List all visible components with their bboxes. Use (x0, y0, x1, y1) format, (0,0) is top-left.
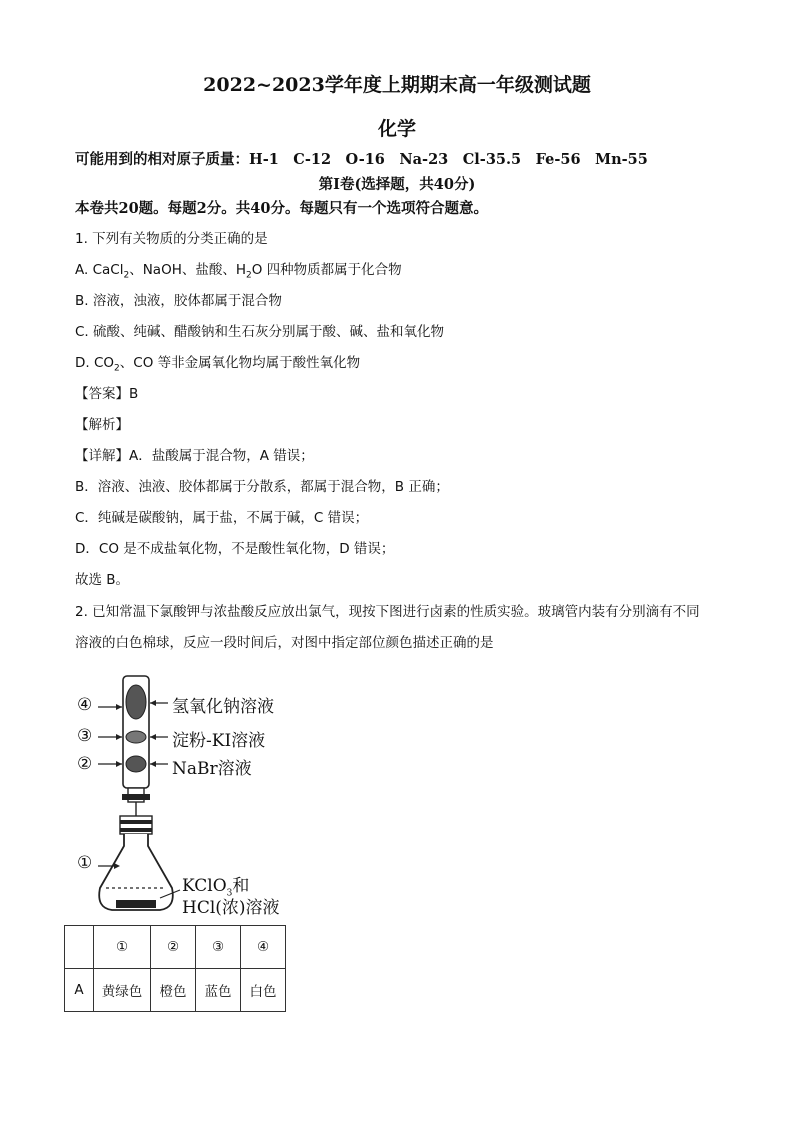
cotton-ball-4 (126, 685, 146, 719)
q1-option-b: B. 溶液，浊液，胶体都属于混合物 (75, 293, 282, 309)
q1-option-a-sub2: 2 (246, 270, 252, 281)
instructions: 本卷共20题。每题2分。共40分。每题只有一个选项符合题意。 (75, 200, 488, 217)
atomic-mass-line: 可能用到的相对原子质量：H-1 C-12 O-16 Na-23 Cl-35.5 Fe-56 Mn-55 (75, 151, 648, 168)
q1-option-a-sub1: 2 (123, 270, 130, 281)
conical-flask (99, 834, 173, 910)
exam-subject: 化学 (377, 118, 416, 140)
flask-reagent (116, 900, 156, 908)
arrowhead-2-right (150, 761, 156, 767)
cotton-ball-3 (126, 731, 146, 743)
flask-label-1-post: 和 (232, 876, 250, 896)
flask-label-1-sub: 3 (226, 888, 233, 899)
section-title: 第Ⅰ卷(选择题，共40分) (318, 176, 476, 193)
figure-label-2-num: ② (77, 754, 93, 774)
stopper-band-1 (120, 820, 152, 824)
cotton-ball-2 (126, 756, 146, 772)
q1-option-d-sub: 2 (114, 363, 120, 374)
q1-option-d (75, 351, 360, 374)
q1-option-a-post: O 四种物质都属于化合物 (251, 262, 402, 278)
q1-conclusion: 故选 B。 (75, 572, 130, 588)
q1-option-a (75, 258, 402, 281)
figure-label-2-text: NaBr溶液 (172, 759, 252, 779)
table-cell: 橙色 (151, 969, 196, 1012)
arrowhead-4-right (150, 700, 156, 706)
q1-option-c: C. 硫酸、纯碱、醋酸钠和生石灰分别属于酸、碱、盐和氧化物 (75, 324, 445, 340)
arrowhead-4-left (116, 704, 122, 710)
exam-title: 2022~2023学年度上期期末高一年级测试题 (203, 74, 591, 96)
table-header-cell: ① (94, 926, 151, 969)
figure-label-3-num: ③ (77, 726, 93, 746)
arrowhead-2-left (116, 761, 122, 767)
figure-label-4-num: ④ (77, 695, 93, 715)
table-cell: 蓝色 (196, 969, 241, 1012)
q2-stem-line1: 2. 已知常温下氯酸钾与浓盐酸反应放出氯气，现按下图进行卤素的性质实验。玻璃管内装有分别滴有不同 (75, 604, 700, 620)
q2-stem-line2: 溶液的白色棉球，反应一段时间后，对图中指定部位颜色描述正确的是 (75, 635, 494, 651)
q1-option-d-pre: D. CO (75, 355, 115, 371)
q2-options-table (64, 925, 286, 1012)
q1-option-a-mid: 、NaOH、盐酸、H (129, 262, 247, 278)
arrowhead-3-right (150, 734, 156, 740)
q1-detail-b: B．溶液、浊液、胶体都属于分散系，都属于混合物，B 正确； (75, 479, 449, 495)
figure-label-1-num: ① (77, 853, 93, 873)
table-cell: 黄绿色 (94, 969, 151, 1012)
table-header-row (65, 926, 286, 969)
table-cell: A (65, 969, 94, 1012)
q1-option-d-post: 、CO 等非金属氧化物均属于酸性氧化物 (119, 355, 361, 371)
q1-analysis: 【解析】 (75, 417, 129, 433)
table-cell: 白色 (241, 969, 286, 1012)
flask-label-1-pre: KClO (182, 876, 227, 896)
figure-flask-label-2: HCl(浓)溶液 (182, 898, 280, 918)
q1-detail-a: 【详解】A．盐酸属于混合物，A 错误； (75, 448, 314, 464)
table-row (65, 969, 286, 1012)
stopper-band-2 (120, 828, 152, 832)
q1-option-a-pre: A. CaCl (75, 262, 124, 278)
q1-answer: 【答案】B (75, 386, 139, 402)
table-header-cell (65, 926, 94, 969)
arrowhead-3-left (116, 734, 122, 740)
connector-ring (122, 794, 150, 800)
figure-label-4-text: 氢氧化钠溶液 (172, 697, 274, 717)
q1-detail-c: C．纯碱是碳酸钠，属于盐，不属于碱，C 错误； (75, 510, 369, 526)
figure-label-3-text: 淀粉-KI溶液 (172, 731, 266, 751)
table-header-cell: ③ (196, 926, 241, 969)
q1-detail-d: D．CO 是不成盐氧化物，不是酸性氧化物，D 错误； (75, 541, 395, 557)
table-header-cell: ④ (241, 926, 286, 969)
table-header-cell: ② (151, 926, 196, 969)
q1-stem: 1. 下列有关物质的分类正确的是 (75, 231, 268, 247)
